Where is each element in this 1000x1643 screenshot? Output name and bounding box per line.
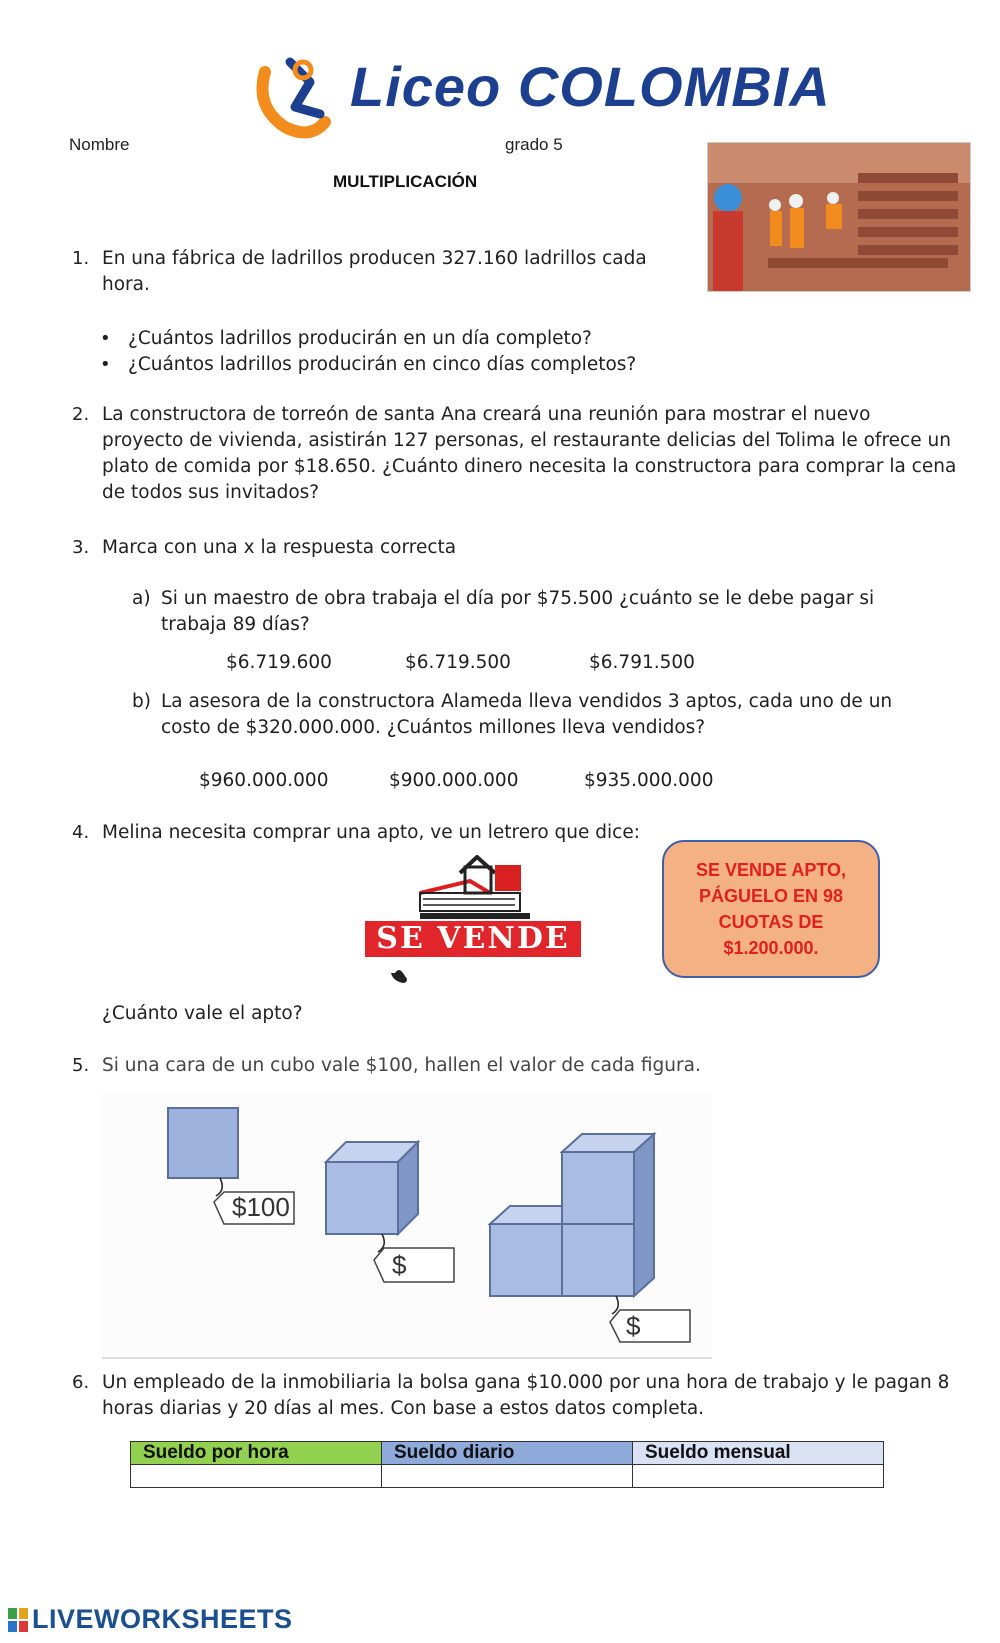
question-3-number: 3.: [72, 537, 90, 558]
cube-figures: [102, 1092, 712, 1360]
liveworksheets-icon: [8, 1608, 28, 1632]
question-5-number: 5.: [72, 1055, 90, 1076]
bubble-text: SE VENDE APTO, PÁGUELO EN 98 CUOTAS DE $1.200.000.: [695, 860, 847, 958]
answer-sueldo-por-hora[interactable]: [131, 1465, 382, 1488]
price-tag-100: $100: [232, 1192, 290, 1222]
page-title: MULTIPLICACIÓN: [333, 172, 478, 191]
header-sueldo-mensual: Sueldo mensual: [633, 1442, 884, 1465]
question-5-text: Si una cara de un cubo vale $100, hallen el valor de cada figura.: [102, 1055, 701, 1076]
answer-sueldo-diario[interactable]: [382, 1465, 633, 1488]
option-3a-2[interactable]: $6.719.500: [405, 652, 511, 673]
question-3a-label: a): [132, 588, 151, 609]
price-tag-three-cubes[interactable]: $: [626, 1311, 641, 1341]
option-3a-1[interactable]: $6.719.600: [226, 652, 332, 673]
liveworksheets-brand: LIVEWORKSHEETS: [32, 1604, 293, 1634]
question-1-bullets: [100, 326, 636, 378]
list-item: • ¿Cuántos ladrillos producirán en cinco días completos?: [100, 352, 636, 378]
question-6-number: 6.: [72, 1372, 90, 1393]
header-sueldo-diario: Sueldo diario: [382, 1442, 633, 1465]
se-vende-sign: [365, 855, 581, 995]
option-3a-3[interactable]: $6.791.500: [589, 652, 695, 673]
grade-label: grado 5: [505, 135, 563, 154]
question-1-text: En una fábrica de ladrillos producen 327.160 ladrillos cada hora.: [102, 248, 647, 295]
apartment-offer-bubble: [662, 840, 880, 978]
question-3a-text: Si un maestro de obra trabaja el día por $75.500 ¿cuánto se le debe pagar si trabaja 89 días?: [161, 588, 875, 635]
logo-text: Liceo COLOMBIA: [350, 55, 831, 118]
answer-sueldo-mensual[interactable]: [633, 1465, 884, 1488]
question-4-number: 4.: [72, 822, 90, 843]
question-1-number: 1.: [72, 248, 90, 269]
question-2-text: La constructora de torreón de santa Ana creará una reunión para mostrar el nuevo proyecto de vivienda, asistirán 127 personas, el restaurante delicias del Tolima le ofrece un plato de comida por $18.650. ¿Cuánto dinero necesita la constructora para comprar la cena de todos sus invitados?: [102, 404, 957, 503]
list-item: • ¿Cuántos ladrillos producirán en un día completo?: [100, 326, 636, 352]
option-3b-2[interactable]: $900.000.000: [389, 770, 519, 791]
se-vende-text: SE VENDE: [376, 921, 570, 956]
question-3-text: Marca con una x la respuesta correcta: [102, 537, 457, 558]
question-4-text: Melina necesita comprar una apto, ve un letrero que dice:: [102, 822, 640, 843]
question-2-number: 2.: [72, 404, 90, 425]
price-tag-cube[interactable]: $: [392, 1250, 407, 1280]
brick-factory-photo: [707, 142, 971, 292]
question-6-text: Un empleado de la inmobiliaria la bolsa gana $10.000 por una hora de trabajo y le pagan 8 horas diarias y 20 días al mes. Con base a estos datos completa.: [102, 1372, 950, 1419]
question-3b-text: La asesora de la constructora Alameda lleva vendidos 3 aptos, cada uno de un costo de $320.000.000. ¿Cuántos millones lleva vendidos?: [161, 691, 893, 738]
question-3b-label: b): [132, 691, 151, 712]
name-label: Nombre: [69, 135, 130, 154]
question-4-ask: ¿Cuánto vale el apto?: [102, 1003, 303, 1024]
option-3b-3[interactable]: $935.000.000: [584, 770, 714, 791]
option-3b-1[interactable]: $960.000.000: [199, 770, 329, 791]
header-sueldo-por-hora: Sueldo por hora: [131, 1442, 382, 1465]
salary-table: [130, 1441, 884, 1488]
